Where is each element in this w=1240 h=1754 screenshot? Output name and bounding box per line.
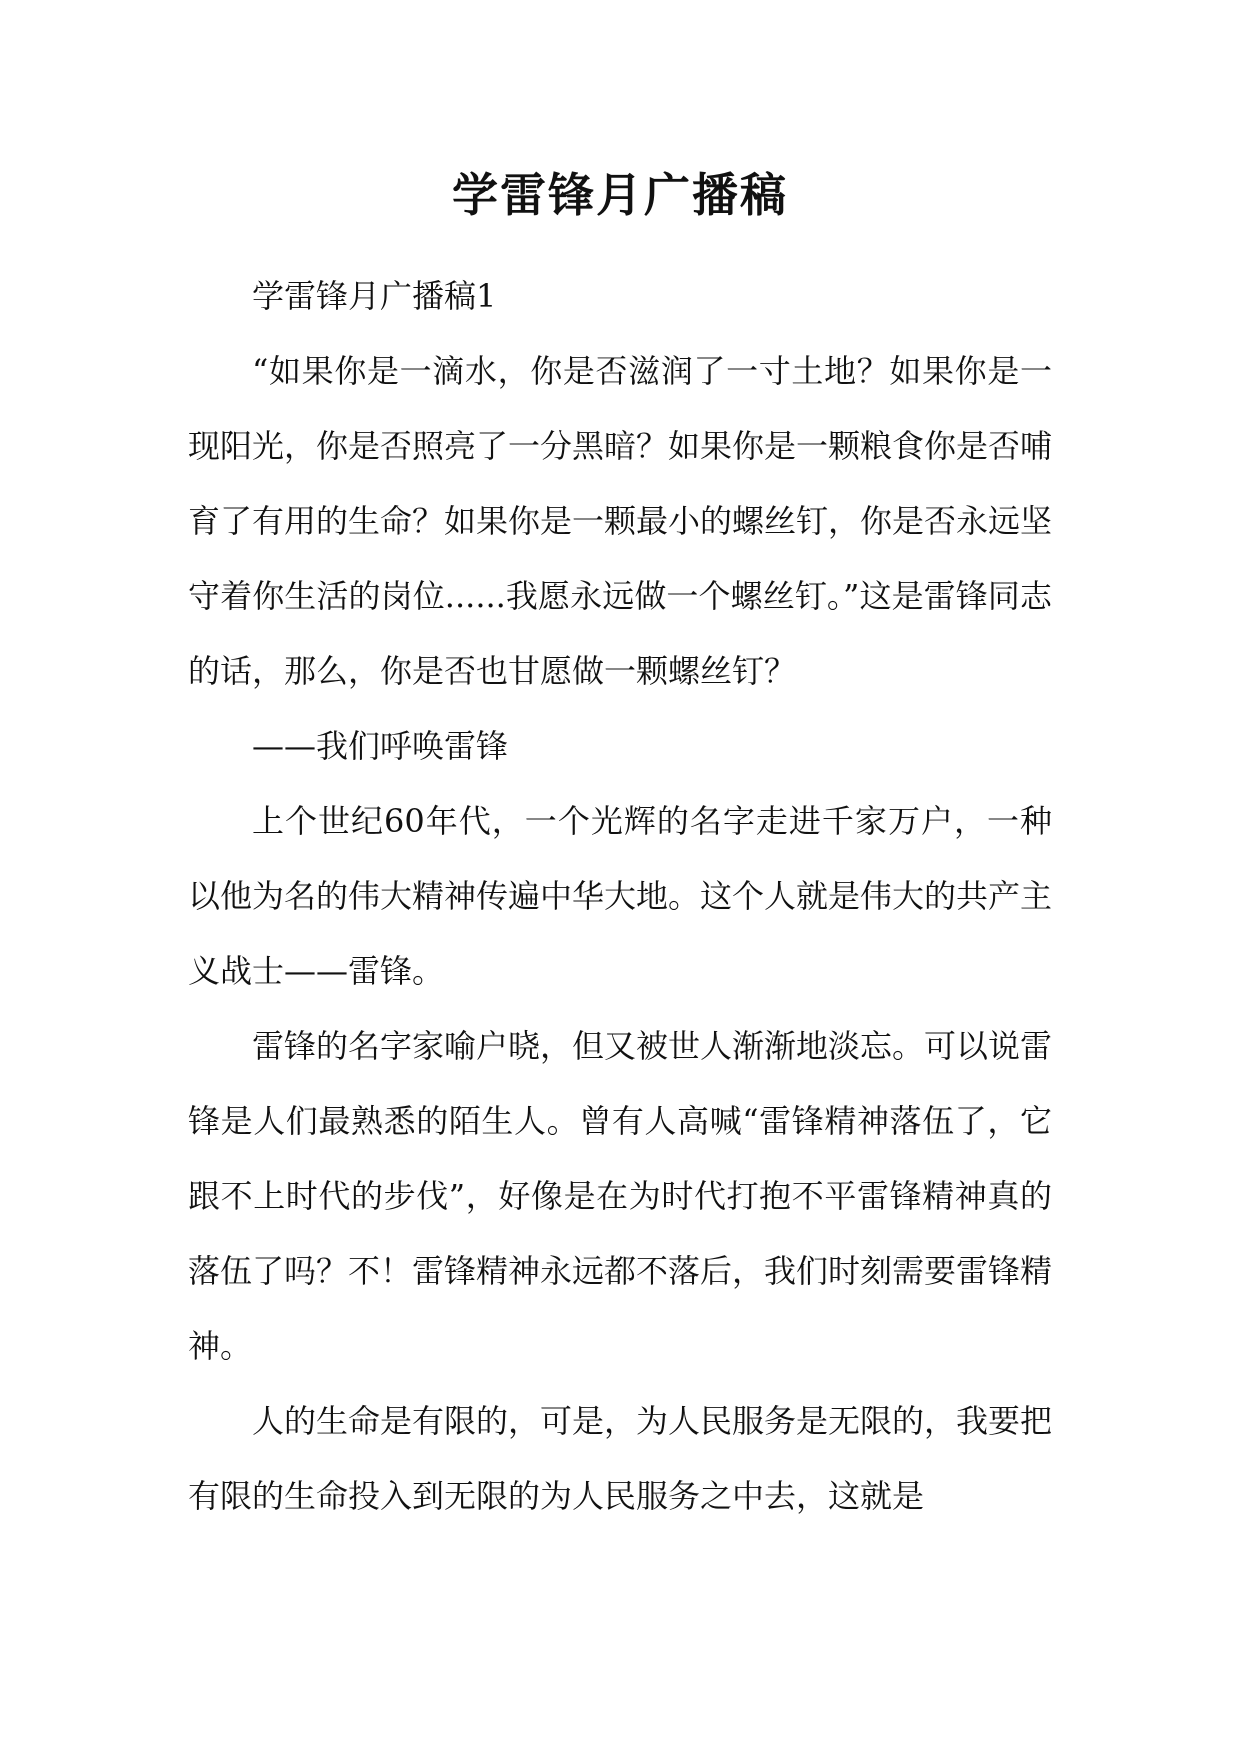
document-title: 学雷锋月广播稿 (452, 168, 788, 222)
paragraph-subtitle: 学雷锋月广播稿1 (252, 277, 497, 315)
paragraph-call: ——我们呼唤雷锋 (252, 727, 509, 765)
paragraph-history: 上个世纪60年代，一个光辉的名字走进千家万户，一种以他为名的伟大精神传遍中华大地。这个人就是伟大的共产主义战士——雷锋。 (188, 802, 1053, 990)
document-body (188, 259, 1052, 1534)
paragraph-service: 人的生命是有限的，可是，为人民服务是无限的，我要把有限的生命投入到无限的为人民服务之中去，这就是 (188, 1402, 1053, 1515)
paragraph-spirit: 雷锋的名字家喻户晓，但又被世人渐渐地淡忘。可以说雷锋是人们最熟悉的陌生人。曾有人高喊“雷锋精神落伍了，它跟不上时代的步伐”，好像是在为时代打抱不平雷锋精神真的落伍了吗？不！雷锋精神永远都不落后，我们时刻需要雷锋精神。 (188, 1027, 1053, 1365)
paragraph-quote: “如果你是一滴水，你是否滋润了一寸土地？如果你是一现阳光，你是否照亮了一分黑暗？如果你是一颗粮食你是否哺育了有用的生命？如果你是一颗最小的螺丝钉，你是否永远坚守着你生活的岗位......我愿永远做一个螺丝钉。”这是雷锋同志的话，那么，你是否也甘愿做一颗螺丝钉？ (188, 352, 1053, 690)
